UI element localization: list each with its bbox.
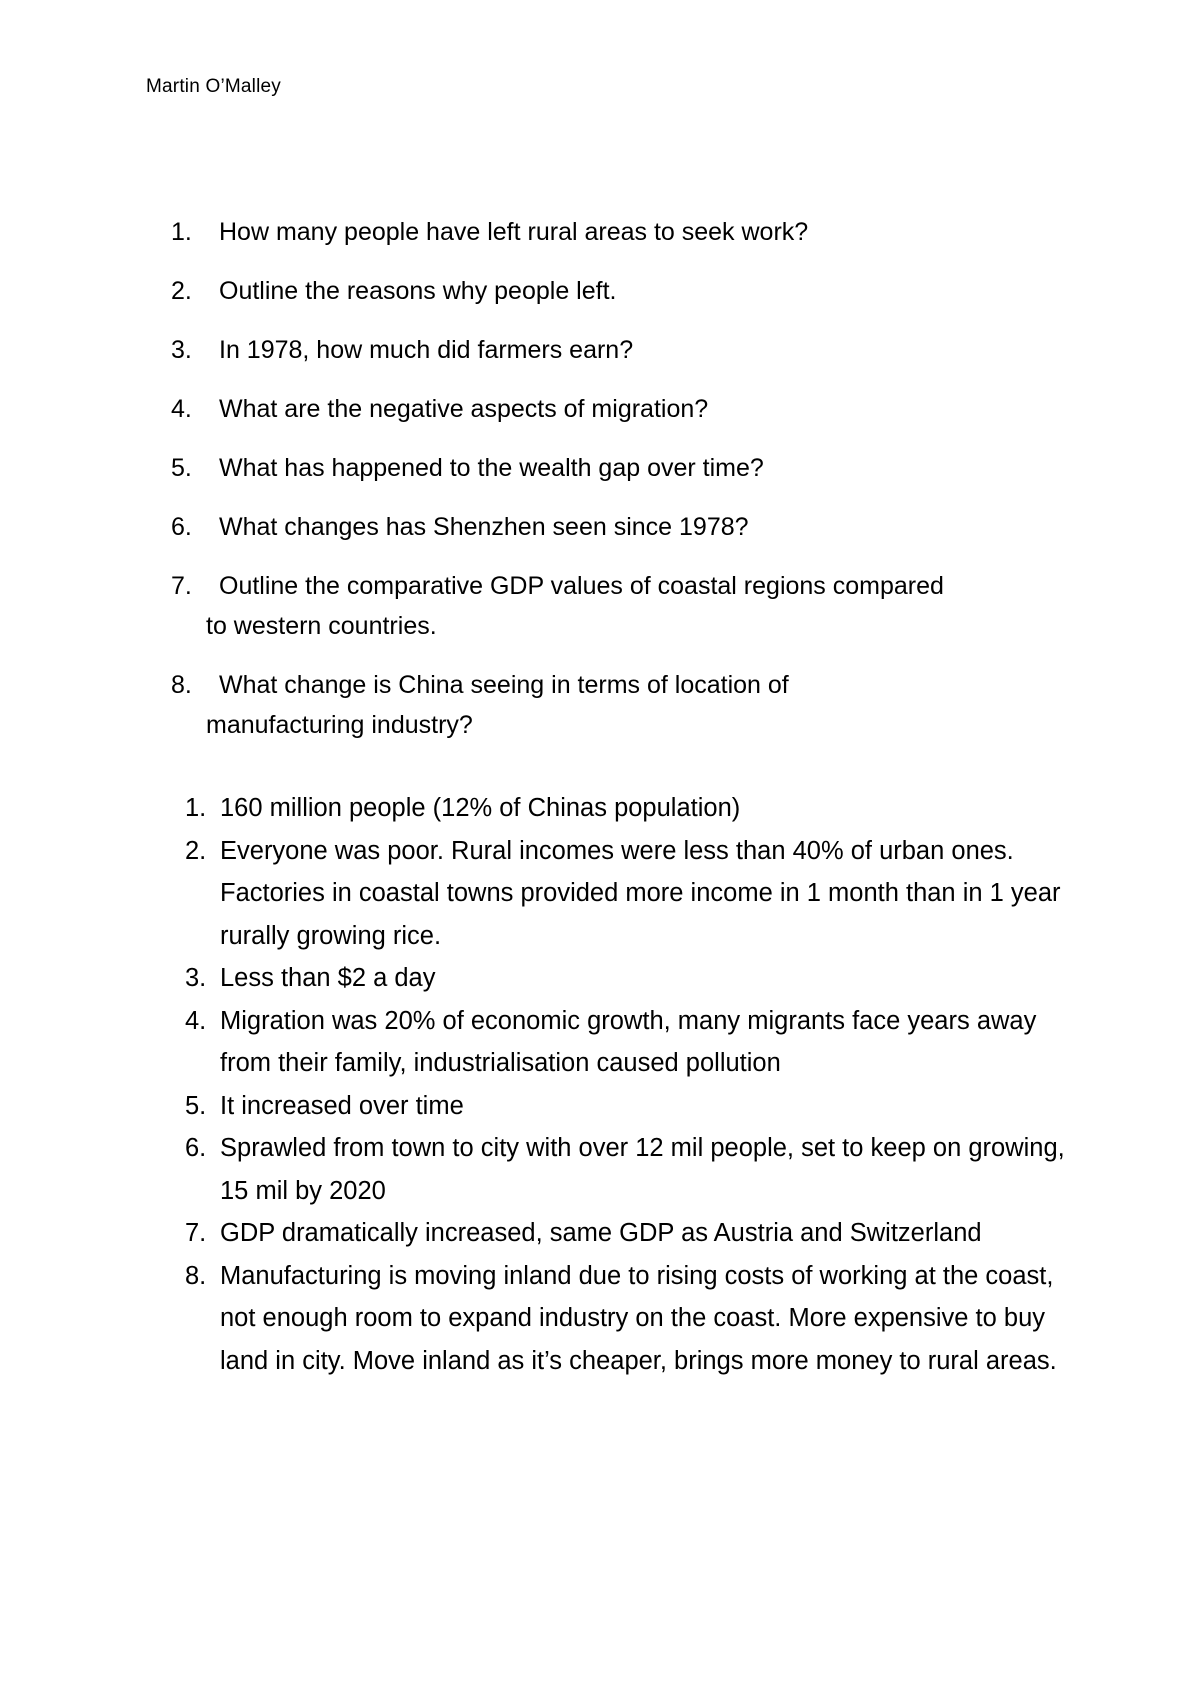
question-item (0, 448, 1200, 488)
question-text: How many people have left rural areas to seek work? (219, 218, 809, 246)
question-item (0, 271, 1200, 311)
question-number: 1. (171, 218, 192, 246)
answer-item (0, 830, 1200, 958)
question-text: In 1978, how much did farmers earn? (219, 336, 634, 364)
answer-text: Sprawled from town to city with over 12 mil people, set to keep on growing, 15 mil by 2020 (220, 1134, 1065, 1205)
questions-list (0, 212, 1200, 764)
answer-item (0, 1255, 1200, 1383)
question-item (0, 330, 1200, 370)
question-text: What has happened to the wealth gap over time? (219, 454, 764, 482)
question-text: Outline the comparative GDP values of coastal regions compared to western countries. (206, 572, 944, 640)
answer-number: 6. (185, 1134, 207, 1162)
question-item (0, 507, 1200, 547)
question-number: 8. (171, 671, 192, 699)
answer-text: Everyone was poor. Rural incomes were less than 40% of urban ones. Factories in coastal towns provided more income in 1 month than in 1 year rurally growing rice. (220, 836, 1061, 950)
answer-number: 4. (185, 1006, 207, 1035)
answer-text: GDP dramatically increased, same GDP as Austria and Switzerland (220, 1219, 982, 1247)
question-number: 7. (171, 572, 192, 600)
question-item (0, 665, 1200, 745)
question-number: 5. (171, 454, 192, 482)
question-text: What change is China seeing in terms of location of manufacturing industry? (206, 671, 789, 739)
question-number: 2. (171, 277, 192, 305)
question-item (0, 566, 1200, 646)
answer-item (0, 1212, 1200, 1255)
answer-item (0, 1085, 1200, 1128)
question-text: What changes has Shenzhen seen since 1978? (219, 513, 749, 541)
answer-item (0, 957, 1200, 1000)
question-number: 3. (171, 336, 192, 364)
answer-text: It increased over time (220, 1091, 464, 1120)
answer-item (0, 1000, 1200, 1085)
answers-list (0, 787, 1200, 1382)
answer-text: 160 million people (12% of Chinas population) (220, 794, 741, 822)
answer-number: 3. (185, 964, 207, 992)
question-number: 6. (171, 513, 192, 541)
answer-number: 1. (185, 794, 207, 822)
question-item (0, 389, 1200, 429)
answer-item (0, 787, 1200, 830)
question-text: Outline the reasons why people left. (219, 277, 617, 305)
answer-number: 5. (185, 1091, 207, 1120)
question-item (0, 212, 1200, 252)
answer-item (0, 1127, 1200, 1212)
answer-number: 7. (185, 1219, 207, 1247)
answer-number: 2. (185, 836, 207, 865)
question-text: What are the negative aspects of migration? (219, 395, 709, 423)
author-name: Martin O’Malley (146, 76, 281, 97)
answer-number: 8. (185, 1261, 207, 1290)
answer-text: Migration was 20% of economic growth, many migrants face years away from their family, industrialisation caused pollution (220, 1006, 1037, 1077)
answer-text: Manufacturing is moving inland due to rising costs of working at the coast, not enough room to expand industry on the coast. More expensive to buy land in city. Move inland as it’s cheaper, brings more money to rural areas. (220, 1261, 1057, 1375)
question-number: 4. (171, 395, 192, 423)
answer-text: Less than $2 a day (220, 964, 436, 992)
